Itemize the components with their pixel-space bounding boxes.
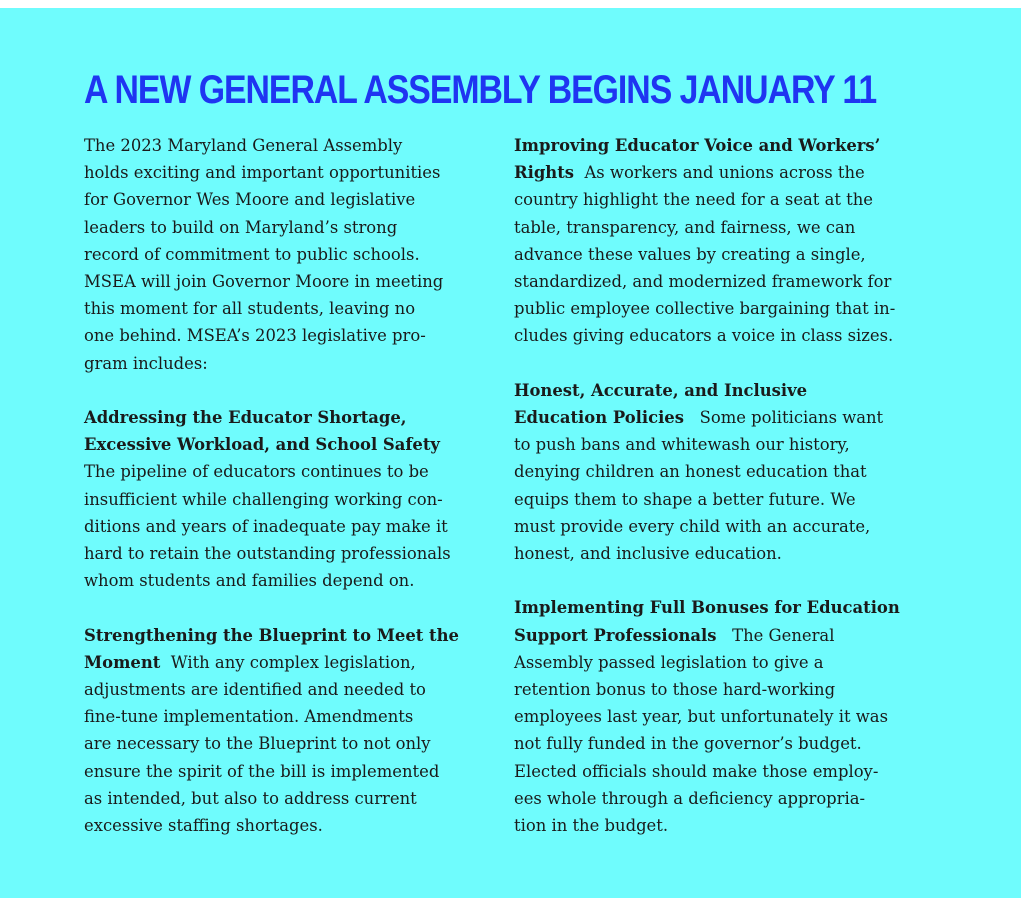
section-heading: Addressing the Educator Shortage, [84, 408, 407, 428]
mixed-line [514, 404, 924, 431]
text-line: The pipeline of educators continues to be [84, 462, 429, 482]
text-line: adjustments are identified and needed to [84, 680, 426, 700]
section-heading: Rights [514, 163, 575, 183]
text-line: public employee collective bargaining that in- [514, 299, 896, 319]
text-line: denying children an honest education that [514, 462, 867, 482]
text-line: table, transparency, and fairness, we can [514, 217, 856, 237]
text-line: MSEA will join Governor Moore in meeting [84, 272, 444, 292]
section-heading: Moment [84, 652, 161, 672]
text-line: for Governor Wes Moore and legislative [84, 190, 416, 210]
text-line: ees whole through a deficiency appropria- [514, 788, 866, 808]
section-heading: Education Policies [514, 408, 684, 428]
left-column [84, 132, 494, 866]
text-line: ditions and years of inadequate pay make it [84, 516, 448, 536]
text-line: fine-tune implementation. Amendments [84, 707, 414, 727]
section-educator-shortage [84, 404, 494, 594]
text-line: Assembly passed legislation to give a [514, 652, 824, 672]
text-line: The General [732, 625, 835, 645]
text-line: tion in the budget. [514, 816, 669, 836]
section-heading: Support Professionals [514, 625, 717, 645]
mixed-line [84, 649, 494, 676]
text-line: With any complex legislation, [170, 652, 416, 672]
text-line: employees last year, but unfortunately it was [514, 707, 888, 727]
text-line: are necessary to the Blueprint to not only [84, 734, 431, 754]
mixed-line [514, 159, 924, 186]
section-heading: Honest, Accurate, and Inclusive [514, 380, 808, 400]
text-line: record of commitment to public schools. [84, 244, 420, 264]
article-panel [0, 8, 1021, 898]
section-honest-education [514, 377, 924, 567]
right-column [514, 132, 924, 866]
text-line: Elected officials should make those employ- [514, 761, 879, 781]
text-line: standardized, and modernized framework for [514, 272, 892, 292]
text-line: leaders to build on Maryland’s strong [84, 217, 398, 237]
text-line: to push bans and whitewash our history, [514, 435, 850, 455]
text-line: gram includes: [84, 353, 208, 373]
text-line: holds exciting and important opportunities [84, 163, 441, 183]
text-line: must provide every child with an accurate, [514, 516, 871, 536]
intro-paragraph [84, 132, 494, 377]
text-line: this moment for all students, leaving no [84, 299, 416, 319]
section-full-bonuses [514, 594, 924, 839]
text-line: not fully funded in the governor’s budget. [514, 734, 862, 754]
section-heading: Improving Educator Voice and Workers’ [514, 136, 881, 155]
section-blueprint [84, 622, 494, 840]
mixed-line [514, 622, 924, 649]
section-educator-voice [514, 132, 924, 350]
text-line: honest, and inclusive education. [514, 544, 782, 564]
text-line: cludes giving educators a voice in class sizes. [514, 326, 894, 346]
text-line: whom students and families depend on. [84, 571, 415, 591]
text-line: hard to retain the outstanding professionals [84, 544, 451, 564]
text-line: one behind. MSEA’s 2023 legislative pro- [84, 326, 426, 346]
section-heading: Implementing Full Bonuses for Education [514, 598, 900, 618]
text-line: as intended, but also to address current [84, 788, 417, 808]
text-line: ensure the spirit of the bill is implemented [84, 761, 440, 781]
text-line: insufficient while challenging working con- [84, 489, 443, 509]
text-line: retention bonus to those hard-working [514, 680, 836, 700]
text-line: equips them to shape a better future. We [514, 489, 856, 509]
text-line: As workers and unions across the [584, 163, 865, 183]
section-heading: Excessive Workload, and School Safety [84, 435, 440, 455]
text-line: Some politicians want [699, 408, 884, 428]
article-headline: A NEW GENERAL ASSEMBLY BEGINS JANUARY 11 [84, 68, 877, 112]
text-line: excessive staffing shortages. [84, 816, 323, 836]
section-heading: Strengthening the Blueprint to Meet the [84, 625, 459, 645]
text-line: country highlight the need for a seat at the [514, 190, 873, 210]
text-line: The 2023 Maryland General Assembly [84, 136, 403, 155]
text-line: advance these values by creating a single, [514, 244, 866, 264]
